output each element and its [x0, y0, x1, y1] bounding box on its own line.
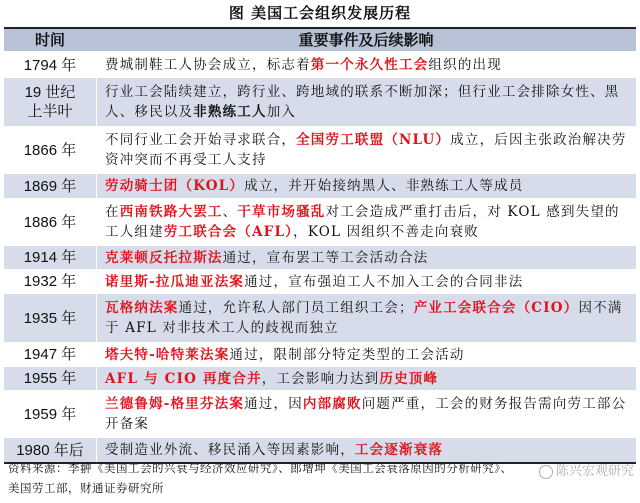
- table-row: [4, 269, 636, 293]
- row-desc: 不同行业工会开始寻求联合，全国劳工联盟（NLU）成立，后因主张政治解决劳资冲突而不再受工人支持: [105, 132, 627, 168]
- table-row: [4, 52, 636, 77]
- table-header: [4, 29, 636, 52]
- highlight: 诺里斯-拉瓜迪亚法案: [105, 273, 245, 290]
- highlight: 历史顶峰: [379, 370, 439, 387]
- table-row: [4, 390, 636, 437]
- row-desc: 兰德鲁姆-格里芬法案通过，因内部腐败问题严重，工会的财务报告需向劳工部公开备案: [105, 396, 627, 432]
- table-row: [4, 366, 636, 390]
- highlight: 瓦格纳法案: [105, 300, 179, 316]
- highlight: 全国劳工联盟（NLU）: [296, 132, 451, 148]
- source-line-1: 资料来源：李翀《美国工会的兴衰与经济效应研究》、郎增坤《美国工会衰落原因的分析研究》、: [8, 461, 513, 475]
- table-row: [4, 293, 636, 342]
- row-desc: 瓦格纳法案通过，允许私人部门员工组织工会；产业工会联合会（CIO）因不满于 AFL 对非技术工人的歧视而独立: [105, 300, 623, 336]
- row-year: 1932 年: [4, 270, 97, 293]
- row-desc: 克莱顿反托拉斯法通过，宣布罢工等工会活动合法: [105, 249, 429, 266]
- history-table: [4, 27, 636, 464]
- table-row: [4, 198, 636, 245]
- highlight: 内部腐败: [302, 396, 362, 412]
- table-title: 图 美国工会组织发展历程: [228, 4, 412, 22]
- header-event: 重要事件及后续影响: [298, 31, 434, 49]
- row-year: 19 世纪上半叶: [4, 78, 97, 126]
- table-row: [4, 342, 636, 366]
- highlight: 干草市场骚乱: [237, 204, 326, 220]
- row-desc: 在西南铁路大罢工、干草市场骚乱对工会造成严重打击后，对 KOL 感到失望的工人组建劳工联合会（AFL），KOL 因组织不善走向衰败: [105, 204, 620, 240]
- row-desc: 受制造业外流、移民涌入等因素影响，工会逐渐衰落: [105, 442, 444, 458]
- row-year: 1935 年: [4, 294, 97, 342]
- row-year: 1914 年: [4, 246, 97, 269]
- row-desc: 费城制鞋工人协会成立，标志着第一个永久性工会组织的出现: [105, 57, 502, 73]
- source-line-2: 美国劳工部，财通证券研究所: [8, 481, 164, 495]
- table-row: [4, 173, 636, 198]
- row-desc: 行业工会陆续建立，跨行业、跨地域的联系不断加深；但行业工会排除女性、黑人、移民以及非熟练工人加入: [105, 84, 620, 120]
- row-year: 1980 年后: [4, 438, 97, 462]
- highlight: AFL 与 CIO 再度合并: [105, 370, 262, 387]
- row-desc: AFL 与 CIO 再度合并，工会影响力达到历史顶峰: [105, 370, 439, 387]
- row-desc: 劳动骑士团（KOL）成立，并开始接纳黑人、非熟练工人等成员: [105, 178, 524, 194]
- table-row: [4, 245, 636, 269]
- row-year: 1947 年: [4, 343, 97, 366]
- row-year: 1869 年: [4, 174, 97, 198]
- row-year: 1955 年: [4, 367, 97, 390]
- table-row: [4, 77, 636, 126]
- bold-text: 非熟练工人: [193, 104, 267, 120]
- highlight: 第一个永久性工会: [310, 57, 429, 73]
- row-year: 1886 年: [4, 199, 97, 245]
- row-year: 1866 年: [4, 127, 97, 173]
- table-row: [4, 126, 636, 173]
- highlight: 西南铁路大罢工: [119, 204, 223, 220]
- watermark-text: 陈兴宏观研究: [555, 464, 634, 479]
- highlight: 劳工联合会（AFL）: [163, 224, 294, 240]
- highlight: 塔夫特-哈特莱法案: [105, 346, 230, 363]
- row-desc: 诺里斯-拉瓜迪亚法案通过，宣布强迫工人不加入工会的合同非法: [105, 273, 524, 290]
- row-year: 1794 年: [4, 53, 97, 77]
- highlight: 劳动骑士团（KOL）: [105, 178, 245, 194]
- highlight: 工会逐渐衰落: [354, 442, 444, 458]
- watermark-icon: [539, 465, 553, 479]
- highlight: 克莱顿反托拉斯法: [105, 249, 223, 266]
- row-year: 1959 年: [4, 391, 97, 437]
- highlight: 兰德鲁姆-格里芬法案: [105, 396, 245, 412]
- row-desc: 塔夫特-哈特莱法案通过，限制部分特定类型的工会活动: [105, 346, 465, 363]
- header-time: 时间: [34, 31, 65, 49]
- highlight: 产业工会联合会（CIO）: [413, 300, 579, 316]
- watermark: [539, 460, 634, 479]
